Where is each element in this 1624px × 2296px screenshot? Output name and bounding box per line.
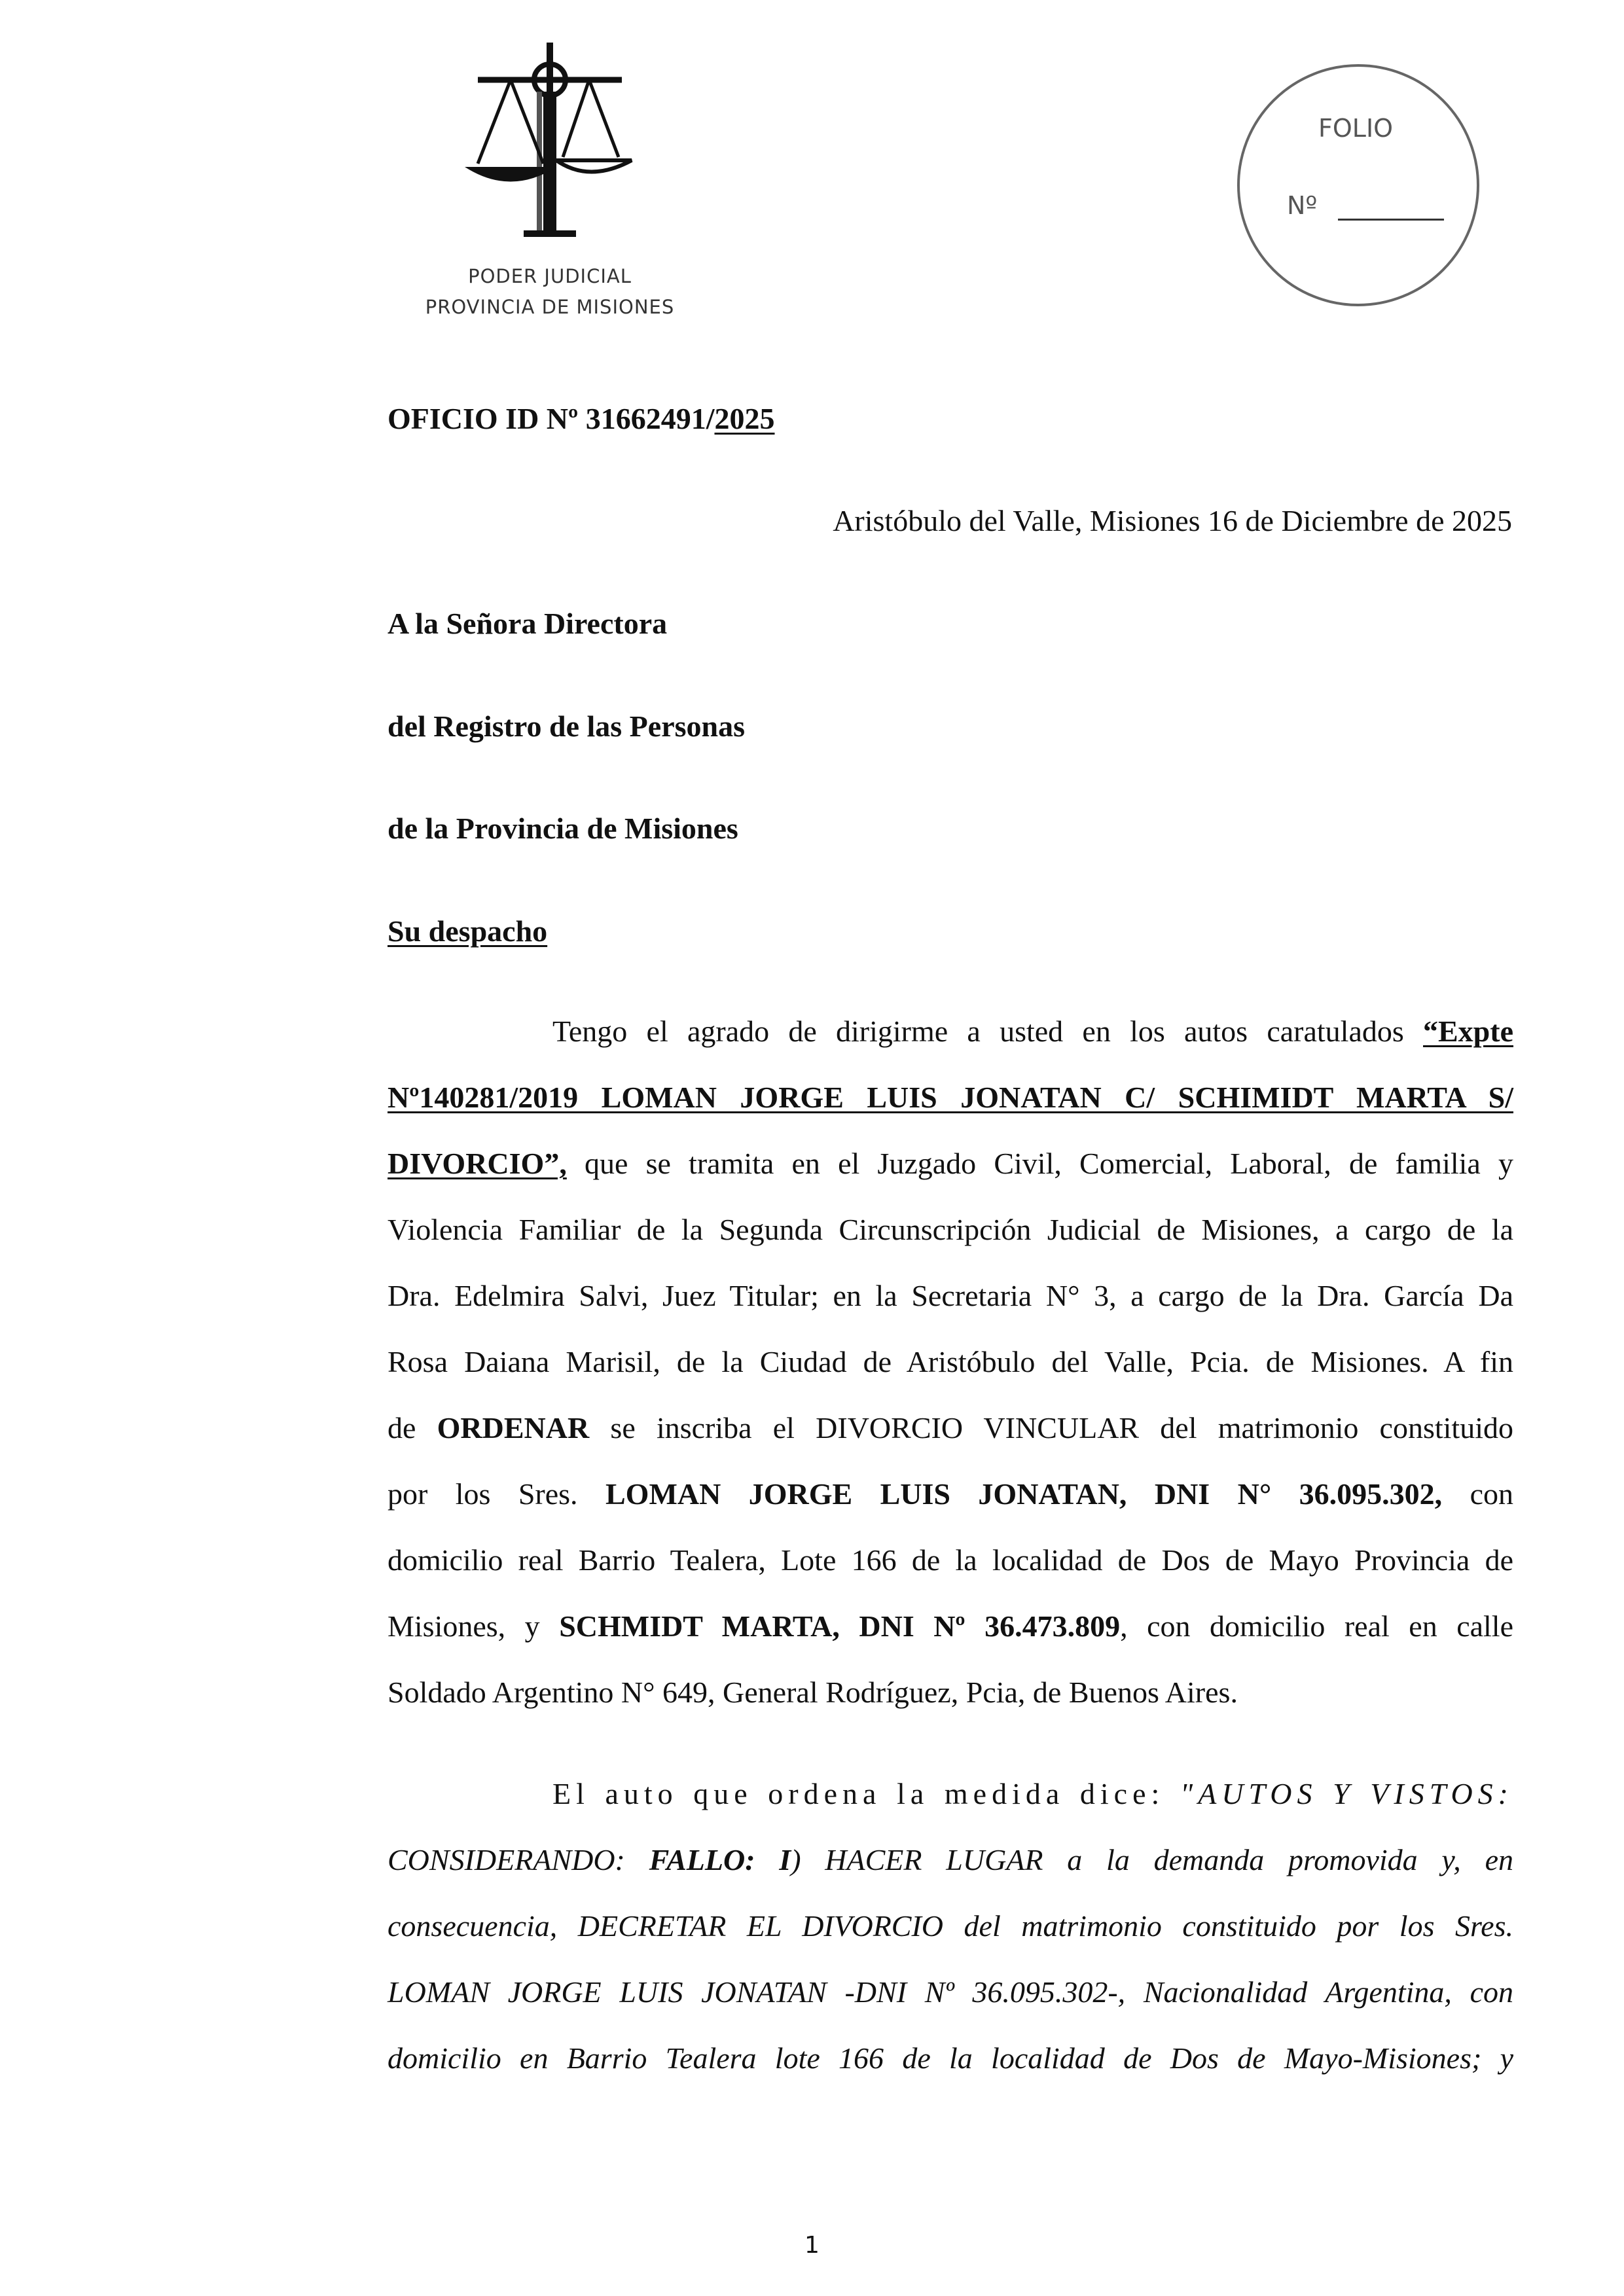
page-number: 1 [804, 2232, 820, 2259]
oficio-id-prefix: OFICIO ID Nº 31662491/ [388, 402, 715, 435]
p1-line-2: Nº140281/2019 LOMAN JORGE LUIS JONATAN C/ SCHIMIDT MARTA S/ [388, 1081, 1513, 1114]
p1-line-8 [388, 1461, 1513, 1527]
p1-line-1 [388, 998, 1513, 1064]
p1-line-7-c: se inscriba el DIVORCIO VINCULAR del matrimonio constituido [589, 1411, 1513, 1444]
p2-line-5: domicilio en Barrio Tealera lote 166 de la localidad de Dos de Mayo-Misiones; y [388, 2041, 1513, 2075]
ordenar-keyword: ORDENAR [437, 1411, 590, 1444]
p1-line-6: Rosa Daiana Marisil, de la Ciudad de Aristóbulo del Valle, Pcia. de Misiones. A fin [388, 1345, 1513, 1378]
p2-line-3: consecuencia, DECRETAR EL DIVORCIO del matrimonio constituido por los Sres. [388, 1909, 1513, 1943]
case-reference-start: “Expte [1423, 1014, 1513, 1048]
p1-line-3 [388, 1130, 1513, 1196]
p1-line-3-text: que se tramita en el Juzgado Civil, Comercial, Laboral, de familia y [566, 1147, 1513, 1180]
place-date: Aristóbulo del Valle, Misiones 16 de Diciembre de 2025 [833, 504, 1512, 537]
addressee-line1: A la Señora Directora [388, 607, 668, 640]
body-paragraph-2 [388, 1761, 1513, 2091]
p2-line-4: LOMAN JORGE LUIS JONATAN -DNI Nº 36.095.302-, Nacionalidad Argentina, con [388, 1975, 1513, 2009]
party-2-identity: SCHMIDT MARTA, DNI Nº 36.473.809 [559, 1609, 1121, 1643]
logo-text-line1: PODER JUDICIAL [468, 265, 632, 287]
addressee-line2: del Registro de las Personas [388, 709, 746, 743]
oficio-id [388, 404, 775, 434]
oficio-id-year: 2025 [714, 402, 775, 435]
p2-line-1-a: El auto que ordena la medida dice: [552, 1777, 1180, 1810]
fallo-keyword: FALLO: I [649, 1843, 791, 1876]
p1-line-10 [388, 1593, 1513, 1659]
party-1-identity: LOMAN JORGE LUIS JONATAN, DNI N° 36.095.302, [605, 1477, 1443, 1511]
body-paragraph-1 [388, 998, 1513, 1725]
p1-line-10-a: Misiones, y [388, 1609, 560, 1643]
folio-label: FOLIO [1318, 114, 1394, 143]
scales-of-justice-icon [439, 39, 661, 255]
p1-line-4: Violencia Familiar de la Segunda Circunscripción Judicial de Misiones, a cargo de la [388, 1213, 1513, 1246]
folio-stamp [1237, 64, 1479, 306]
p2-line-2 [388, 1827, 1513, 1893]
p1-line-5: Dra. Edelmira Salvi, Juez Titular; en la Secretaria N° 3, a cargo de la Dra. García Da [388, 1279, 1513, 1312]
p1-line-8-a: por los Sres. [388, 1477, 605, 1511]
p1-line-10-c: , con domicilio real en calle [1120, 1609, 1514, 1643]
p1-line-1-text: Tengo el agrado de dirigirme a usted en los autos caratulados [552, 1014, 1423, 1048]
p2-line-1 [388, 1761, 1513, 1827]
p1-line-11: Soldado Argentino N° 649, General Rodríguez, Pcia, de Buenos Aires. [388, 1676, 1238, 1709]
folio-number-label: Nº [1287, 191, 1318, 220]
p2-line-2-c: ) HACER LUGAR a la demanda promovida y, en [791, 1843, 1514, 1876]
addressee-line3: de la Provincia de Misiones [388, 812, 738, 845]
logo-text-line2: PROVINCIA DE MISIONES [425, 296, 675, 318]
p2-line-1-b: "AUTOS Y VISTOS: [1180, 1777, 1513, 1810]
p1-line-7 [388, 1395, 1513, 1461]
addressee-line4: Su despacho [388, 914, 548, 948]
case-reference-end: DIVORCIO”, [388, 1147, 567, 1180]
p1-line-7-a: de [388, 1411, 437, 1444]
p1-line-9: domicilio real Barrio Tealera, Lote 166 de la localidad de Dos de Mayo Provincia de [388, 1543, 1513, 1577]
p1-line-8-c: con [1442, 1477, 1513, 1511]
p2-line-2-a: CONSIDERANDO: [388, 1843, 649, 1876]
folio-number-blank [1338, 219, 1444, 221]
court-logo [412, 39, 687, 318]
